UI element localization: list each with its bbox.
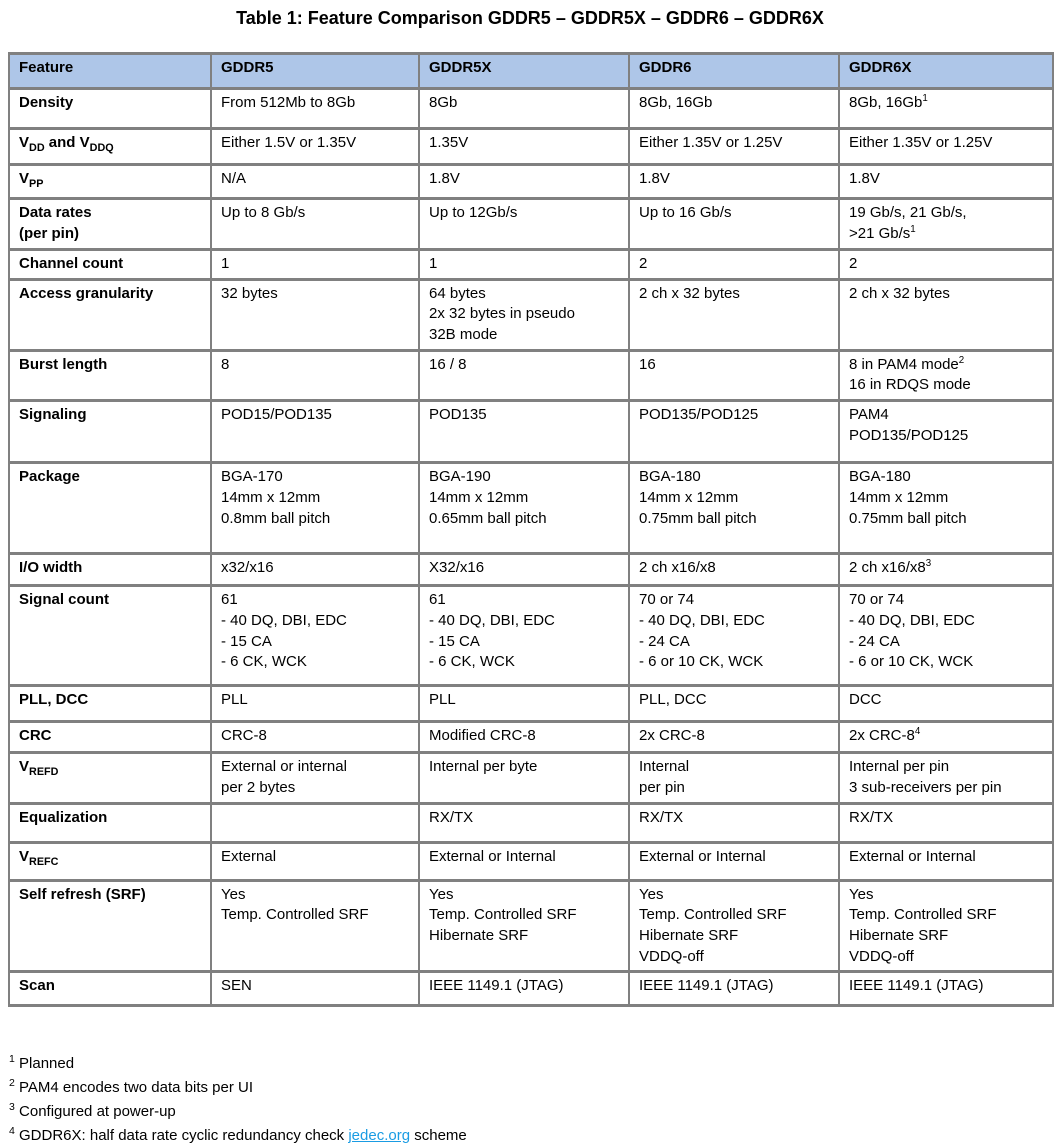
footnote-text: Configured at power-up — [19, 1103, 176, 1121]
feature-cell: Burst length — [9, 350, 211, 400]
table-row — [9, 401, 1053, 463]
footnote-text: Planned — [19, 1055, 75, 1073]
value-cell: X32/x16 — [419, 554, 629, 586]
feature-cell: Package — [9, 463, 211, 554]
value-cell: RX/TX — [419, 803, 629, 842]
feature-comparison-table — [8, 52, 1054, 1007]
value-cell — [211, 803, 419, 842]
value-cell: From 512Mb to 8Gb — [211, 89, 419, 129]
value-cell: POD135 — [419, 401, 629, 463]
value-cell: Internal per pin — [629, 753, 839, 803]
feature-cell: Channel count — [9, 250, 211, 280]
value-cell: Either 1.35V or 1.25V — [629, 129, 839, 165]
feature-cell: Density — [9, 89, 211, 129]
value-cell: 2 ch $x16/x8^3$ — [839, 554, 1053, 586]
feature-cell: $V_{DD}$ and $V_{DDQ}$ — [9, 129, 211, 165]
value-cell: External or Internal — [629, 842, 839, 880]
value-cell: 1.8V — [839, 165, 1053, 199]
value-cell: RX/TX — [629, 803, 839, 842]
feature-cell: Self refresh (SRF) — [9, 880, 211, 972]
footnote-marker: 2 — [9, 1077, 15, 1090]
table-row — [9, 686, 1053, 722]
table-row — [9, 463, 1053, 554]
value-cell: BGA-190 14mm x 12mm 0.65mm ball pitch — [419, 463, 629, 554]
table-body — [9, 89, 1053, 1006]
value-cell: CRC-8 — [211, 722, 419, 753]
value-cell: 2 — [839, 250, 1053, 280]
value-cell: BGA-180 14mm x 12mm 0.75mm ball pitch — [629, 463, 839, 554]
value-cell: 16 / 8 — [419, 350, 629, 400]
value-cell: x32/x16 — [211, 554, 419, 586]
value-cell: 8 — [211, 350, 419, 400]
value-cell: Up to 16 Gb/s — [629, 199, 839, 250]
footnote-1 — [9, 1053, 1052, 1075]
value-cell: Yes Temp. Controlled SRF Hibernate SRF VDDQ-off — [839, 880, 1053, 972]
value-cell: 8Gb — [419, 89, 629, 129]
feature-cell: $V_{PP}$ — [9, 165, 211, 199]
value-cell: SEN — [211, 972, 419, 1006]
feature-cell: Signaling — [9, 401, 211, 463]
feature-cell: PLL, DCC — [9, 686, 211, 722]
value-cell: 1.8V — [629, 165, 839, 199]
value-cell: Up to 8 Gb/s — [211, 199, 419, 250]
value-cell: BGA-180 14mm x 12mm 0.75mm ball pitch — [839, 463, 1053, 554]
value-cell: 2 — [629, 250, 839, 280]
value-cell: Either 1.5V or 1.35V — [211, 129, 419, 165]
value-cell: Yes Temp. Controlled SRF Hibernate SRF — [419, 880, 629, 972]
table-row — [9, 350, 1053, 400]
value-cell: 8 in PAM4 mode$^2$ 16 in RDQS mode — [839, 350, 1053, 400]
value-cell: 2 ch x 32 bytes — [839, 279, 1053, 350]
value-cell: POD135/POD125 — [629, 401, 839, 463]
value-cell: IEEE 1149.1 (JTAG) — [419, 972, 629, 1006]
feature-cell: $V_{REFD}$ — [9, 753, 211, 803]
value-cell: External — [211, 842, 419, 880]
value-cell: Yes Temp. Controlled SRF — [211, 880, 419, 972]
value-cell: Modified CRC-8 — [419, 722, 629, 753]
value-cell: Either 1.35V or 1.25V — [839, 129, 1053, 165]
footnote-3 — [9, 1101, 1052, 1123]
value-cell: 61 - 40 DQ, DBI, EDC - 15 CA - 6 CK, WCK — [211, 586, 419, 686]
footnote-4 — [9, 1125, 1052, 1147]
table-row — [9, 554, 1053, 586]
footnotes — [8, 1053, 1052, 1147]
column-header-gddr5x: GDDR5X — [419, 54, 629, 89]
value-cell: DCC — [839, 686, 1053, 722]
column-header-gddr5: GDDR5 — [211, 54, 419, 89]
feature-cell: Signal count — [9, 586, 211, 686]
value-cell: 2 ch x16/x8 — [629, 554, 839, 586]
table-row — [9, 129, 1053, 165]
value-cell: 1.35V — [419, 129, 629, 165]
value-cell: POD15/POD135 — [211, 401, 419, 463]
footnote-marker: 3 — [9, 1101, 15, 1114]
value-cell: 32 bytes — [211, 279, 419, 350]
footnote-text: PAM4 encodes two data bits per UI — [19, 1079, 254, 1097]
value-cell: IEEE 1149.1 (JTAG) — [629, 972, 839, 1006]
column-header-gddr6x: GDDR6X — [839, 54, 1053, 89]
table-row — [9, 250, 1053, 280]
value-cell: 2x CRC-$8^4$ — [839, 722, 1053, 753]
value-cell: N/A — [211, 165, 419, 199]
footnote-marker: 4 — [9, 1124, 15, 1137]
table-row — [9, 753, 1053, 803]
footnote-text: scheme — [414, 1126, 467, 1144]
feature-cell: Data rates (per pin) — [9, 199, 211, 250]
value-cell: External or Internal — [839, 842, 1053, 880]
value-cell: 8Gb, 16Gb — [629, 89, 839, 129]
value-cell: 70 or 74 - 40 DQ, DBI, EDC - 24 CA - 6 or 10 CK, WCK — [629, 586, 839, 686]
column-header-gddr6: GDDR6 — [629, 54, 839, 89]
feature-cell: Equalization — [9, 803, 211, 842]
table-row — [9, 972, 1053, 1006]
feature-cell: $V_{REFC}$ — [9, 842, 211, 880]
value-cell: Up to 12Gb/s — [419, 199, 629, 250]
value-cell: Yes Temp. Controlled SRF Hibernate SRF VDDQ-off — [629, 880, 839, 972]
table-row — [9, 279, 1053, 350]
value-cell: PAM4 POD135/POD125 — [839, 401, 1053, 463]
value-cell: PLL, DCC — [629, 686, 839, 722]
table-row — [9, 586, 1053, 686]
table-row — [9, 722, 1053, 753]
header-row — [9, 54, 1053, 89]
value-cell: External or Internal — [419, 842, 629, 880]
value-cell: 61 - 40 DQ, DBI, EDC - 15 CA - 6 CK, WCK — [419, 586, 629, 686]
value-cell: 2 ch x 32 bytes — [629, 279, 839, 350]
jedec-link[interactable]: jedec.org — [348, 1126, 411, 1144]
table-title: Table 1: Feature Comparison GDDR5 – GDDR5X – GDDR6 – GDDR6X — [236, 8, 824, 28]
value-cell: 1 — [419, 250, 629, 280]
value-cell: PLL — [211, 686, 419, 722]
value-cell: RX/TX — [839, 803, 1053, 842]
footnote-text: GDDR6X: half data rate cyclic redundancy check — [19, 1126, 345, 1144]
table-row — [9, 89, 1053, 129]
table-row — [9, 165, 1053, 199]
feature-cell: Scan — [9, 972, 211, 1006]
feature-cell: I/O width — [9, 554, 211, 586]
footnote-marker: 1 — [9, 1053, 15, 1066]
value-cell: Internal per byte — [419, 753, 629, 803]
value-cell: 19 Gb/s, 21 Gb/s, >21 $Gb/s^1$ — [839, 199, 1053, 250]
value-cell: External or internal per 2 bytes — [211, 753, 419, 803]
value-cell: 16 — [629, 350, 839, 400]
table-row — [9, 199, 1053, 250]
value-cell: BGA-170 14mm x 12mm 0.8mm ball pitch — [211, 463, 419, 554]
table-row — [9, 880, 1053, 972]
value-cell: 2x CRC-8 — [629, 722, 839, 753]
table-row — [9, 842, 1053, 880]
value-cell: Internal per pin 3 sub-receivers per pin — [839, 753, 1053, 803]
value-cell: IEEE 1149.1 (JTAG) — [839, 972, 1053, 1006]
feature-cell: CRC — [9, 722, 211, 753]
value-cell: 1.8V — [419, 165, 629, 199]
value-cell: 70 or 74 - 40 DQ, DBI, EDC - 24 CA - 6 or 10 CK, WCK — [839, 586, 1053, 686]
table-row — [9, 803, 1053, 842]
column-header-feature: Feature — [9, 54, 211, 89]
value-cell: PLL — [419, 686, 629, 722]
table-header — [9, 54, 1053, 89]
value-cell: 64 bytes 2x 32 bytes in pseudo 32B mode — [419, 279, 629, 350]
value-cell: 8Gb, 16Gb$^1$ — [839, 89, 1053, 129]
feature-cell: Access granularity — [9, 279, 211, 350]
footnote-2 — [9, 1077, 1052, 1099]
value-cell: 1 — [211, 250, 419, 280]
